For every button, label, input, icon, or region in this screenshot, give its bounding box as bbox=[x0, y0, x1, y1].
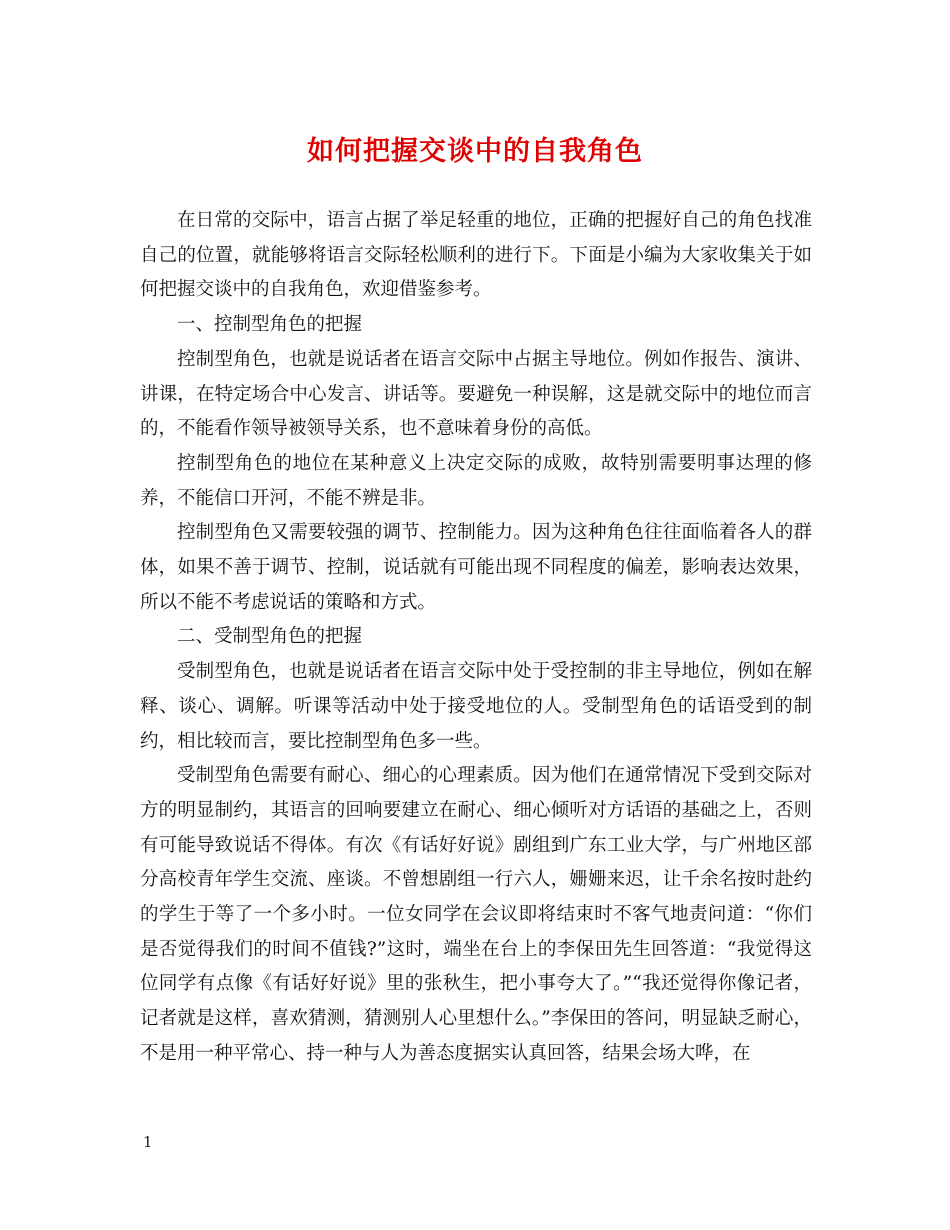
paragraph-control-role-definition: 控制型角色，也就是说话者在语言交际中占据主导地位。例如作报告、演讲、讲课，在特定场合中心发言、讲话等。要避免一种误解，这是就交际中的地位而言的，不能看作领导被领导关系，也不意味着身份的高低。 bbox=[140, 348, 812, 440]
page-number: 1 bbox=[143, 1133, 153, 1151]
paragraph-controlled-role-example: 受制型角色需要有耐心、细心的心理素质。因为他们在通常情况下受到交际对方的明显制约，其语言的回响要建立在耐心、细心倾听对方话语的基础之上，否则有可能导致说话不得体。有次《有话好好说》剧组到广东工业大学，与广州地区部分高校青年学生交流、座谈。不曾想剧组一行六人，姗姗来迟，让千余名按时赴约的学生于等了一个多小时。一位女同学在会议即将结束时不客气地责问道：“你们是否觉得我们的时间不值钱?”这时，端坐在台上的李保田先生回答道：“我觉得这位同学有点像《有话好好说》里的张秋生，把小事夸大了。”“我还觉得你像记者，记者就是这样，喜欢猜测，猜测别人心里想什么。”李保田的答问，明显缺乏耐心，不是用一种平常心、持一种与人为善态度据实认真回答，结果会场大哗，在 bbox=[140, 765, 812, 1064]
paragraph-control-role-ability: 控制型角色又需要较强的调节、控制能力。因为这种角色往往面临着各人的群体，如果不善于调节、控制，说话就有可能出现不同程度的偏差，影响表达效果，所以不能不考虑说话的策略和方式。 bbox=[140, 522, 812, 613]
paragraph-intro: 在日常的交际中，语言占据了举足轻重的地位，正确的把握好自己的角色找准自己的位置，就能够将语言交际轻松顺利的进行下。下面是小编为大家收集关于如何把握交谈中的自我角色，欢迎借鉴参考。 bbox=[140, 210, 812, 301]
document-body bbox=[140, 204, 812, 1072]
section-heading-controlled-role: 二、受制型角色的把握 bbox=[177, 626, 363, 648]
document-title: 如何把握交谈中的自我角色 bbox=[307, 136, 643, 167]
section-heading-control-role: 一、控制型角色的把握 bbox=[177, 314, 363, 336]
paragraph-control-role-importance: 控制型角色的地位在某种意义上决定交际的成败，故特别需要明事达理的修养，不能信口开河，不能不辨是非。 bbox=[140, 452, 812, 509]
paragraph-controlled-role-definition: 受制型角色，也就是说话者在语言交际中处于受控制的非主导地位，例如在解释、谈心、调解。听课等活动中处于接受地位的人。受制型角色的话语受到的制约，相比较而言，要比控制型角色多一些。 bbox=[140, 661, 812, 752]
